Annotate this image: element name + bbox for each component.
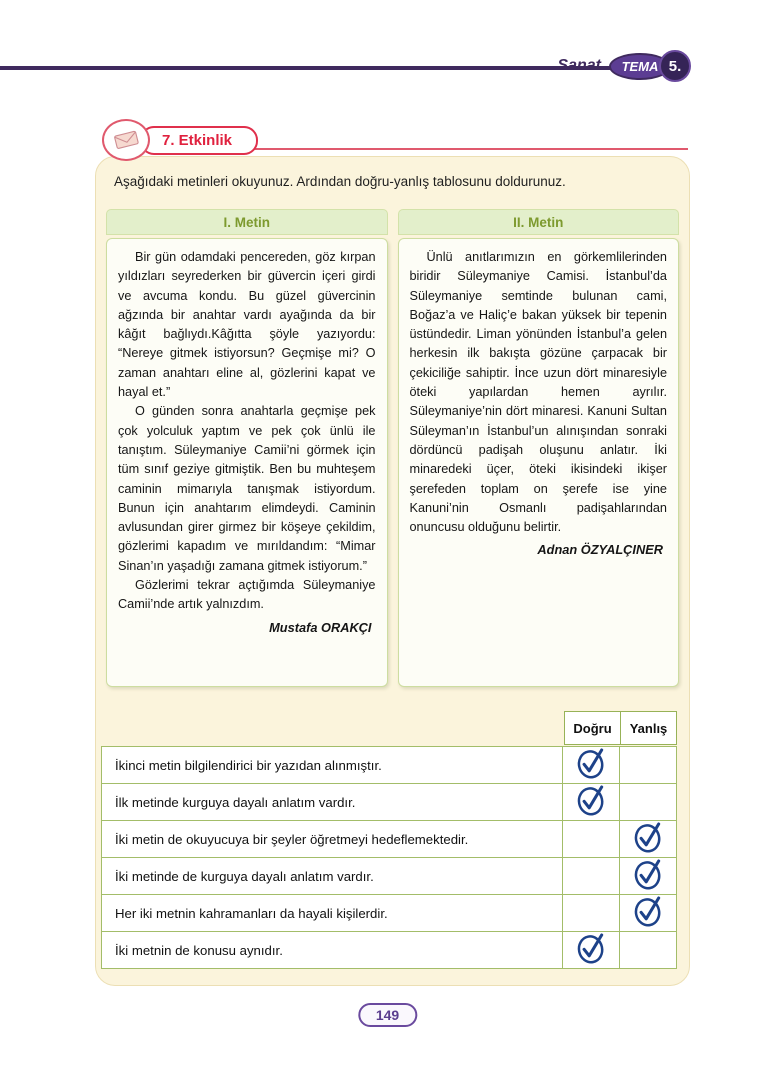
text-1-box [106, 238, 388, 687]
tema-label: TEMA [609, 53, 671, 80]
statement-text: İki metin de okuyucuya bir şeyler öğretmeyi hedeflemektedir. [115, 831, 469, 847]
header-rule [0, 66, 648, 70]
activity-badge [102, 119, 258, 161]
section-label: Sanat [557, 57, 601, 74]
table-row [101, 746, 677, 784]
text-panel-2 [398, 209, 680, 687]
yanlis-answer-cell [619, 747, 676, 783]
paragraph: Ünlü anıtlarımızın en görkemlilerinden biridir Süleymaniye Camisi. İstanbul’da Süleymaniye semtinde bulunan cami, Boğaz’a ve Haliç’e bakan yüksek bir tepenin üstündedir. Liman yönünden İstanbul’a gelen herkesin ilk bakışta gözüne çarpacak bir çekiciliğe sahiptir. İnce uzun dört minaresiyle öteki yapılardan hemen ayrılır. Süleymaniye’nin dört minaresi. Kanuni Sultan Süleyman’ın İstanbul’un alınışından sonraki dördüncü padişah oluşunu anlatır. İki minaredeki üçer, öteki ikisindeki ikişer şerefeden toplam on şerefe ise yine Kanuni’nin Osmanlı padişahlarından onuncusu olduğunu belirtir. [409, 250, 667, 535]
text-2-box [398, 238, 680, 687]
text-2-paragraphs [410, 248, 668, 537]
checkmark-icon [630, 855, 667, 892]
dogru-answer-cell [562, 747, 619, 783]
dogru-answer-cell [562, 895, 619, 931]
paragraph: Gözlerimi tekrar açtığımda Süleymaniye Camii’nde artık yalnızdım. [118, 578, 376, 612]
table-row [101, 857, 677, 895]
tema-badge [557, 50, 691, 82]
activity-panel [95, 156, 690, 986]
table-row [101, 894, 677, 932]
checkmark-icon [573, 744, 610, 781]
tema-number: 5. [659, 50, 691, 82]
yanlis-answer-cell [619, 858, 676, 894]
statement-text: İki metinde de kurguya dayalı anlatım vardır. [115, 868, 374, 884]
column-header-yanlis: Yanlış [620, 711, 677, 745]
yanlis-answer-cell [619, 895, 676, 931]
dogru-answer-cell [562, 932, 619, 968]
dogru-answer-cell [562, 821, 619, 857]
checkmark-icon [630, 892, 667, 929]
page-number: 149 [358, 1003, 417, 1027]
text-2-author: Adnan ÖZYALÇINER [537, 542, 663, 558]
table-row [101, 931, 677, 969]
text-panel-1 [106, 209, 388, 687]
text-1-title: I. Metin [106, 209, 388, 235]
true-false-table [101, 747, 677, 969]
checkmark-icon [630, 818, 667, 855]
text-1-paragraphs [118, 248, 376, 615]
paragraph: Bir gün odamdaki pencereden, göz kırpan yıldızları seyrederken bir güvercin içeri girdi ve avcuma kondu. Bu güzel güvercinin ağzında bir anahtar vardı ayağında da bir kâğıt bağlıydı.Kâğıtta şöyle yazıyordu: “Nereye gitmek istiyorsun? Geçmişe mi? O zaman anahtarı eline al, gözlerini kapat ve hayal et.” [118, 250, 376, 400]
dogru-answer-cell [562, 784, 619, 820]
statement-text: Her iki metnin kahramanları da hayali kişilerdir. [115, 905, 388, 921]
table-row [101, 783, 677, 821]
texts-row [106, 209, 679, 687]
dogru-answer-cell [562, 858, 619, 894]
statement-text: İki metnin de konusu aynıdır. [115, 942, 283, 958]
yanlis-answer-cell [619, 821, 676, 857]
letter-icon [102, 119, 150, 161]
checkmark-icon [573, 781, 610, 818]
activity-title: 7. Etkinlik [140, 126, 258, 155]
text-2-title: II. Metin [398, 209, 680, 235]
text-1-author: Mustafa ORAKÇI [269, 619, 372, 635]
statement-text: İkinci metin bilgilendirici bir yazıdan alınmıştır. [115, 757, 382, 773]
yanlis-answer-cell [619, 784, 676, 820]
instruction-text: Aşağıdaki metinleri okuyunuz. Ardından doğru-yanlış tablosunu doldurunuz. [114, 174, 566, 189]
activity-rule [235, 148, 688, 150]
yanlis-answer-cell [619, 932, 676, 968]
paragraph: O günden sonra anahtarla geçmişe pek çok yolculuk yaptım ve pek çok ünlü ile tanıştım. Süleymaniye Camii’ni görmek için tüm sınıf geziye gitmiştik. Ben bu muhteşem caminin mimarıyla tanışmak istiyordum. Bunun için anahtarım elimdeydi. Caminin avlusundan girer girmez bir köşeye çekildim, gözlerimi kapadım ve mırıldandım: “Mimar Sinan’ın yaşadığı zamana gitmek istiyorum.” [118, 404, 376, 573]
checkmark-icon [573, 929, 610, 966]
column-header-dogru: Doğru [564, 711, 621, 745]
table-row [101, 820, 677, 858]
statement-text: İlk metinde kurguya dayalı anlatım vardır. [115, 794, 356, 810]
table-column-headers [565, 711, 677, 745]
